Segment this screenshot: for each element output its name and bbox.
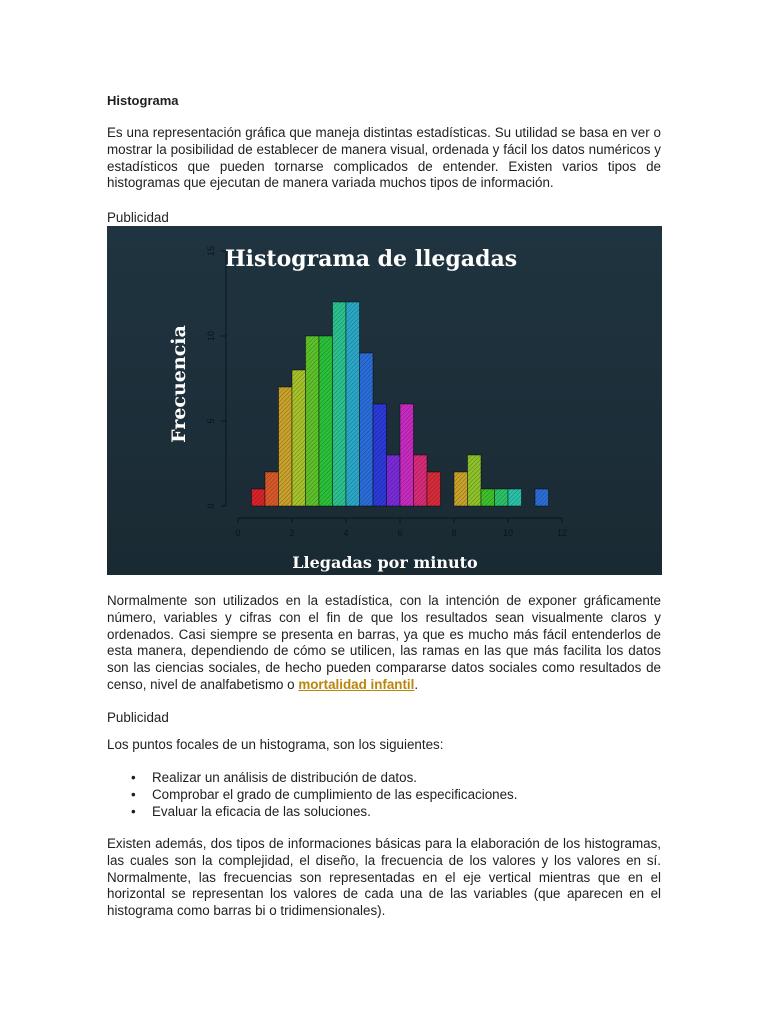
list-item	[107, 804, 517, 821]
bar-hatch	[252, 489, 266, 506]
x-axis-label: Llegadas por minuto	[292, 553, 478, 572]
bar-hatch	[454, 472, 468, 506]
bar-hatch	[414, 455, 428, 506]
x-tick-label: 12	[556, 528, 568, 538]
usage-paragraph	[107, 593, 661, 694]
list-item	[107, 770, 517, 787]
list-item-text: Realizar un análisis de distribución de datos.	[152, 770, 417, 785]
usage-text-end: .	[414, 676, 419, 692]
list-item-text: Comprobar el grado de cumplimiento de las especificaciones.	[152, 786, 518, 802]
bar-hatch	[265, 472, 279, 506]
bar-hatch	[319, 336, 333, 506]
y-tick-label: 15	[206, 245, 216, 257]
bar-hatch	[279, 387, 293, 506]
bar-hatch	[535, 489, 549, 506]
bar-hatch	[333, 302, 347, 506]
bar-hatch	[292, 370, 306, 506]
bar-hatch	[346, 302, 360, 506]
bullet-icon: •	[131, 786, 136, 802]
y-tick-label: 0	[206, 503, 216, 509]
list-item	[107, 787, 517, 804]
focal-points-list	[107, 770, 517, 820]
bar-hatch	[427, 472, 441, 506]
ad-label-2: Publicidad	[107, 710, 169, 725]
x-tick-label: 0	[235, 528, 241, 538]
mortalidad-infantil-link[interactable]: mortalidad infantil	[298, 676, 415, 692]
page-title: Histograma	[107, 93, 179, 108]
bar-hatch	[495, 489, 509, 506]
histogram-chart	[107, 226, 662, 575]
bar-hatch	[373, 404, 387, 506]
bar-hatch	[400, 404, 414, 506]
x-tick-label: 4	[343, 528, 349, 538]
info-types-paragraph: Existen además, dos tipos de informaciones básicas para la elaboración de los histogramas, las cuales son la complejidad, el diseño, la frecuencia de los valores y los valores en sí. Normalmente, las frecuencias son representadas en el eje vertical mientras que en el horizontal se representan los valores de cada una de las variables (que aparecen en el histograma como barras bi o tridimensionales).	[107, 836, 661, 919]
bar-hatch	[360, 353, 374, 506]
chart-title: Histograma de llegadas	[224, 246, 518, 272]
y-axis-label: Frecuencia	[168, 325, 190, 443]
bullet-icon: •	[131, 803, 136, 819]
x-tick-label: 8	[451, 528, 457, 538]
x-tick-label: 10	[502, 528, 514, 538]
list-item-text: Evaluar la eficacia de las soluciones.	[152, 803, 371, 819]
histogram-figure	[107, 226, 662, 575]
bar-hatch	[508, 489, 522, 506]
usage-text: Normalmente son utilizados en la estadística, con la intención de exponer gráficamente número, variables y cifras con el fin de que los resultados sean visualmente claros y ordenados. Casi siempre se presenta en barras, ya que es mucho más fácil entenderlos de esta manera, dependiendo de cómo se utilicen, las ramas en las que más facilita los datos son las ciencias sociales, de hecho pueden compararse datos sociales como resultados de censo, nivel de analfabetismo o	[107, 593, 661, 692]
ad-label: Publicidad	[107, 210, 169, 225]
y-tick-label: 5	[206, 418, 216, 424]
bar-hatch	[468, 455, 482, 506]
bar-hatch	[481, 489, 495, 506]
x-tick-label: 6	[397, 528, 403, 538]
chart-bars	[252, 302, 549, 506]
bullet-icon: •	[131, 770, 136, 785]
intro-paragraph: Es una representación gráfica que maneja distintas estadísticas. Su utilidad se basa en ver o mostrar la posibilidad de establecer de manera visual, ordenada y fácil los datos numéricos y estadísticos que pueden tornarse complicados de entender. Existen varios tipos de histogramas que ejecutan de manera variada muchos tipos de información.	[107, 125, 661, 191]
x-tick-label: 2	[289, 528, 295, 538]
focal-points-intro: Los puntos focales de un histograma, son los siguientes:	[107, 737, 444, 752]
y-tick-label: 10	[206, 330, 216, 342]
bar-hatch	[387, 455, 401, 506]
bar-hatch	[306, 336, 320, 506]
